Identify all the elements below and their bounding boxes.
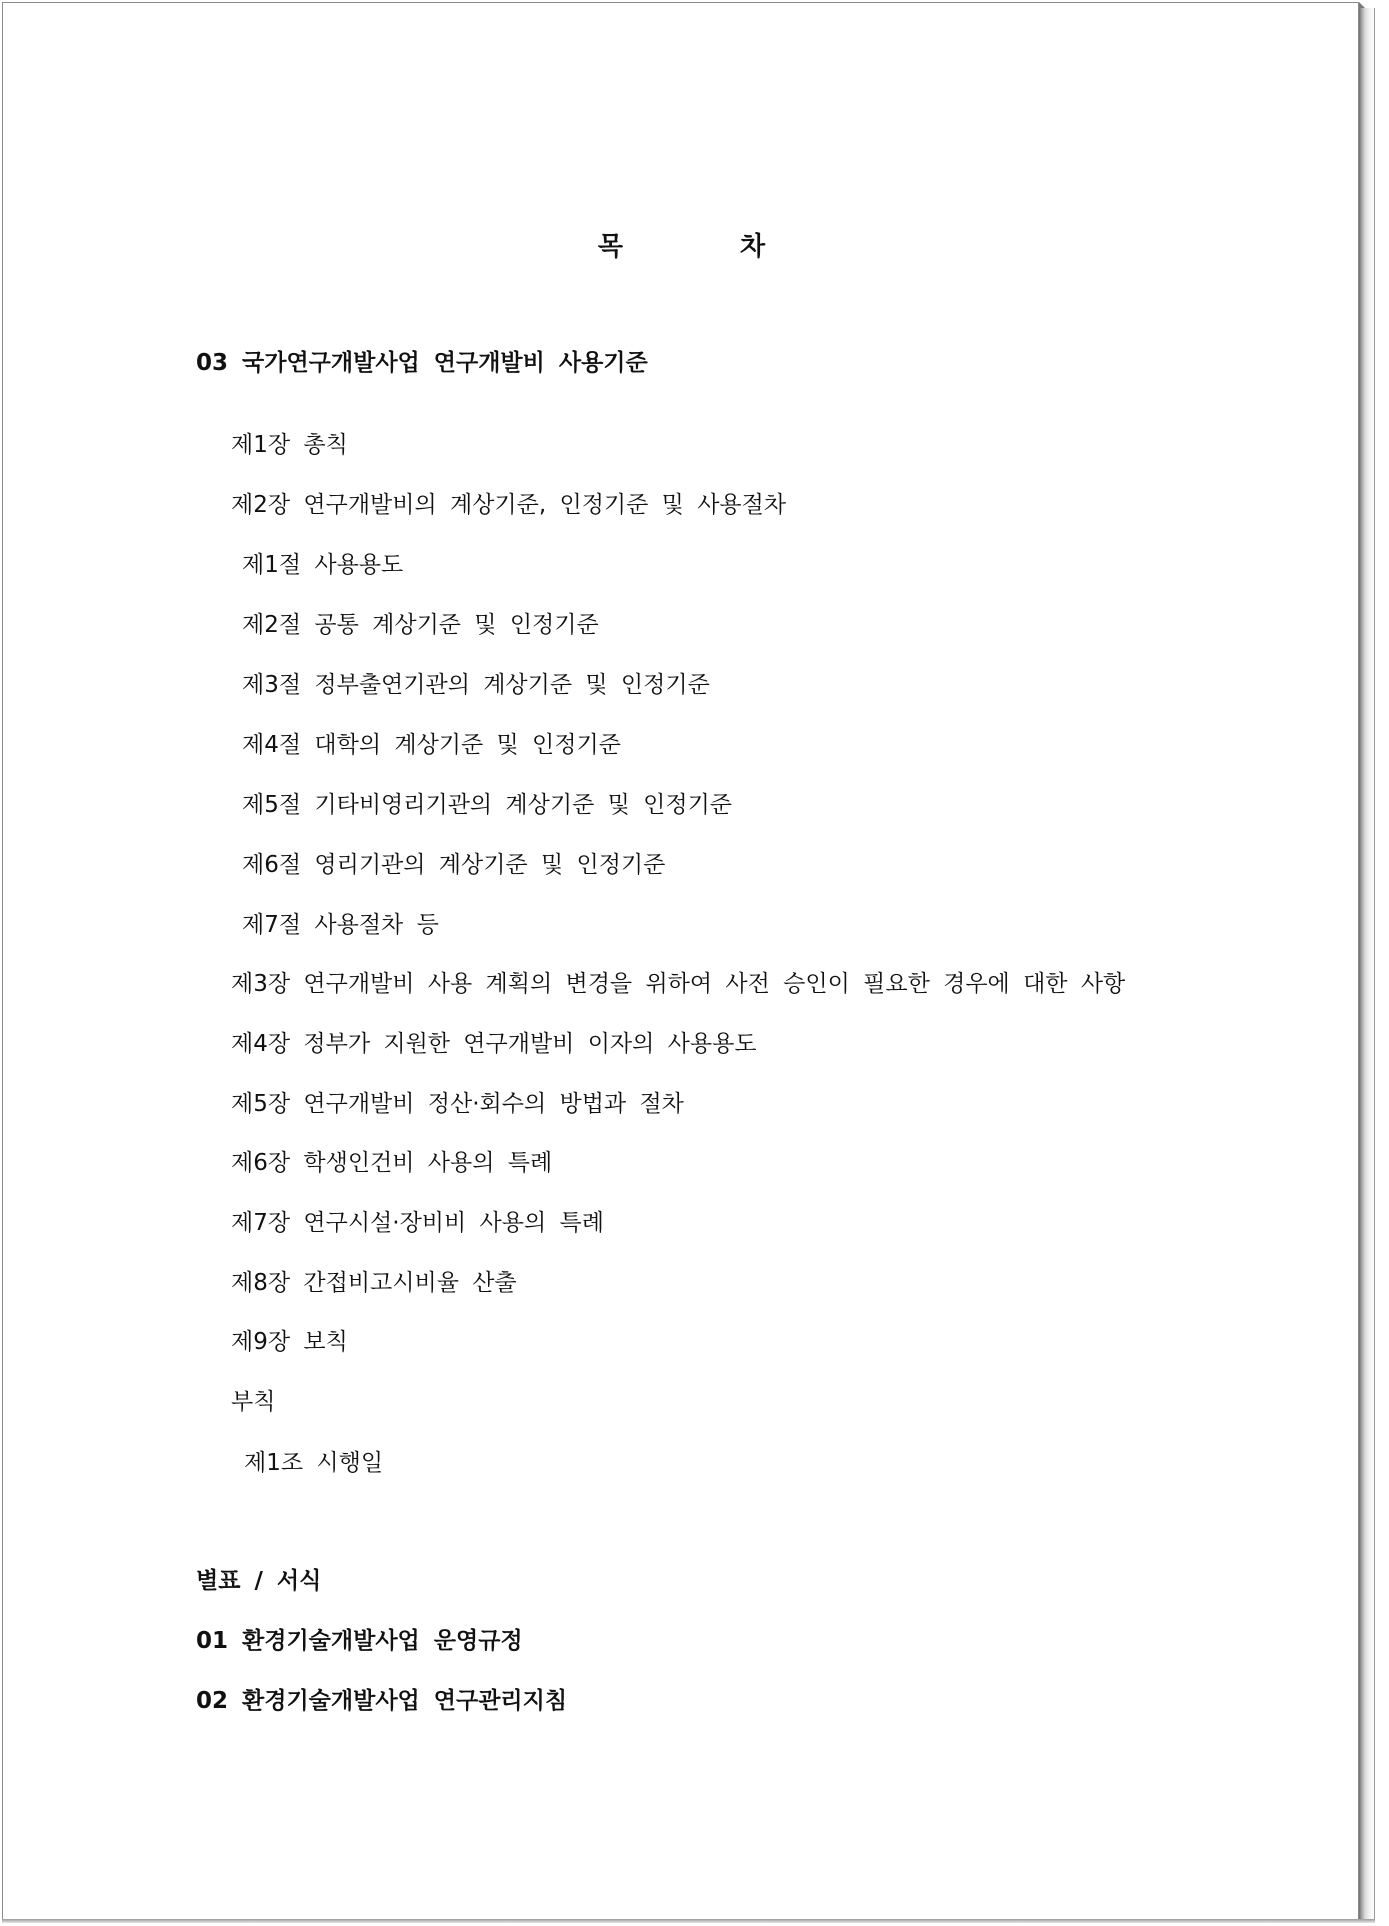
appendix-heading: 01 환경기술개발사업 운영규정 [196,1628,523,1654]
toc-item: 제5절 기타비영리기관의 계상기준 및 인정기준 [242,792,733,818]
toc-item: 제3절 정부출연기관의 계상기준 및 인정기준 [242,672,710,698]
toc-item: 제6장 학생인건비 사용의 특례 [231,1150,553,1176]
section-heading: 03 국가연구개발사업 연구개발비 사용기준 [196,350,648,376]
toc-item: 제4절 대학의 계상기준 및 인정기준 [242,732,621,758]
toc-item: 제9장 보칙 [231,1329,348,1355]
toc-item: 부칙 [231,1389,276,1415]
appendix-heading: 별표 / 서식 [196,1568,322,1594]
toc-item: 제8장 간접비고시비율 산출 [231,1270,517,1296]
toc-item: 제4장 정부가 지원한 연구개발비 이자의 사용용도 [231,1031,757,1057]
page-title: 목 차 [597,232,820,262]
document-page [2,2,1359,1920]
appendix-heading: 02 환경기술개발사업 연구관리지침 [196,1688,568,1714]
toc-item: 제2장 연구개발비의 계상기준, 인정기준 및 사용절차 [231,492,787,518]
toc-item: 제2절 공통 계상기준 및 인정기준 [242,612,599,638]
toc-item: 제3장 연구개발비 사용 계획의 변경을 위하여 사전 승인이 필요한 경우에 대한 사항 [231,971,1126,997]
toc-item: 제7절 사용절차 등 [242,912,439,938]
page-edge-shadow [1359,8,1375,1922]
toc-item: 제1절 사용용도 [242,552,404,578]
toc-item: 제1조 시행일 [244,1450,384,1476]
toc-item: 제7장 연구시설·장비비 사용의 특례 [231,1210,604,1236]
toc-item: 제1장 총칙 [231,432,348,458]
page-bottom-shadow [2,1919,1375,1923]
toc-item: 제5장 연구개발비 정산·회수의 방법과 절차 [231,1091,684,1117]
toc-item: 제6절 영리기관의 계상기준 및 인정기준 [242,852,666,878]
